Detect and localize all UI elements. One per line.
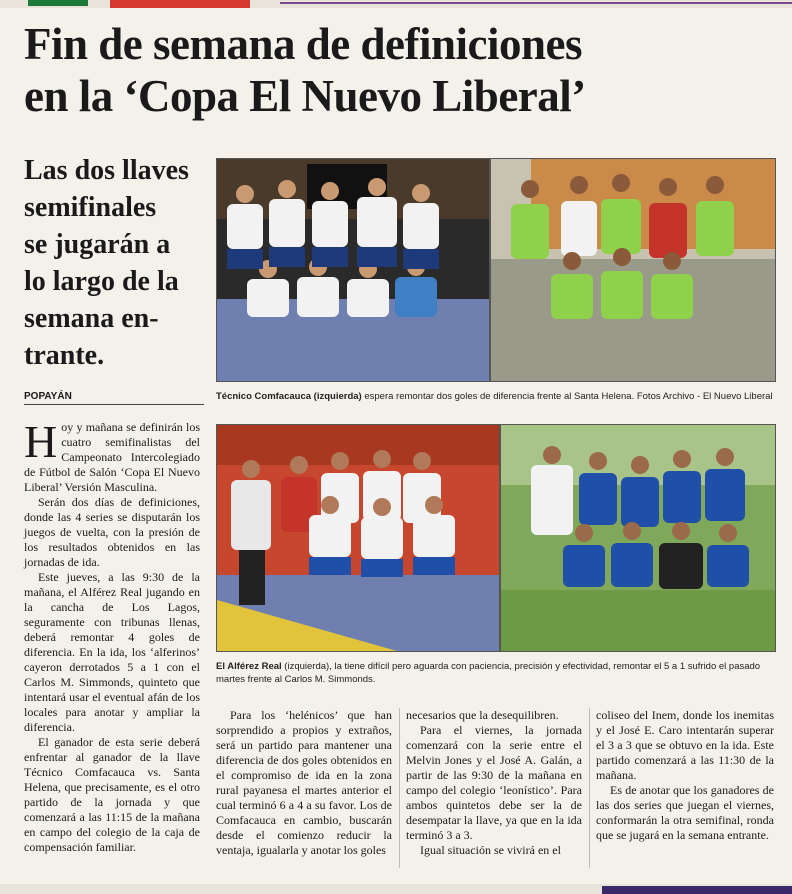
photo-comfacauca-team [216, 158, 490, 382]
caption-text: (izquierda), la tiene difícil pero aguarda con paciencia, precisión y efectividad, remontar el 5 a 1 sufrido el pasado martes frente al Carlos M. Simmonds. [216, 661, 761, 685]
team-photo-illustration [217, 425, 499, 651]
subhead-line: lo largo de la [24, 266, 179, 297]
subhead-line: Las dos llaves [24, 155, 189, 186]
caption-text: espera remontar dos goles de diferencia frente al Santa Helena. Fotos Archivo - El Nuevo Liberal [361, 391, 773, 402]
subhead-line: se jugarán a [24, 229, 171, 260]
bottom-color-bar [0, 884, 792, 894]
photo-santa-helena-team [490, 158, 776, 382]
paragraph: Para el viernes, la jornada comenzará con la serie entre el Melvin Jones y el José A. Galán, a partir de las 9:30 de la mañana en campo del colegio ‘leonístico’. Para ambos quintetos debe ser la de desempatar la llave, ya que en la ida terminó 3 a 3. [406, 723, 582, 842]
subhead [24, 152, 209, 374]
caption-bold: El Alférez Real [216, 661, 282, 672]
top-color-bar [0, 0, 792, 8]
paragraph: Serán dos días de definiciones, donde las 4 series se disputarán los juegos de vuelta, con la presión de los resultados obtenidos en las jornadas de ida. [24, 495, 200, 569]
subhead-line: trante. [24, 340, 105, 371]
paragraph: coliseo del Inem, donde los inemitas y el José E. Caro intentarán superar el 3 a 3 que se obtuvo en la ida. Este partido comenzará a las 11:30 de la mañana. [596, 708, 774, 782]
article-column-4 [596, 708, 774, 843]
caption-bold: Técnico Comfacauca (izquierda) [216, 391, 362, 402]
team-photo-illustration [491, 159, 775, 381]
column-divider [399, 708, 400, 868]
column-divider [589, 708, 590, 868]
article-column-3 [406, 708, 582, 858]
headline-line-2: en la ‘Copa El Nuevo Liberal’ [24, 71, 586, 121]
paragraph: Este jueves, a las 9:30 de la mañana, el Alférez Real jugando en la cancha de Los Lagos, seguramente con tribunas llenas, deberá remontar 4 goles de diferencia. En la ida, los ‘alferinos’ cayeron derrotados 5 a 1 con el Carlos M. Simmonds, quinteto que intentará usar el eventual afán de los locales para anotar y ampliar la diferencia. [24, 570, 200, 734]
paragraph: necesarios que la desequilibren. [406, 708, 559, 722]
headline [24, 18, 744, 122]
photo-alferez-real-team [216, 424, 500, 652]
paragraph: Hoy y mañana se definirán los cuatro semifinalistas del Campeonato Intercolegiado de Fútbol de Salón ‘Copa El Nuevo Liberal’ Versión Masculina. [24, 416, 200, 494]
dateline-rule [24, 404, 204, 405]
article-column-2 [216, 708, 392, 858]
team-photo-illustration [501, 425, 775, 651]
subhead-line: semifinales [24, 192, 157, 223]
photo-caption-top [216, 390, 776, 403]
paragraph: Igual situación se vivirá en el [420, 843, 561, 857]
photo-caption-bottom [216, 660, 776, 686]
team-photo-illustration [217, 159, 489, 381]
headline-line-1: Fin de semana de definiciones [24, 19, 583, 69]
paragraph: Es de anotar que los ganadores de las dos series que juegan el viernes, conformarán la otra semifinal, ronda que se jugará en la semana entrante. [596, 783, 774, 842]
paragraph: El ganador de esta serie deberá enfrentar al ganador de la llave Técnico Comfacauca vs. Santa Helena, que precisamente, es el otro partido de la jornada y que comenzará a las 11:15 de la mañana en campo del colegio de la caja de compensación familiar. [24, 735, 200, 854]
dateline: POPAYÁN [24, 391, 72, 402]
drop-cap: H [24, 416, 58, 467]
article-column-1 [24, 416, 200, 855]
paragraph: Para los ‘helénicos’ que han sorprendido a propios y extraños, será un partido para mantener una diferencia de dos goles obtenidos en el compromiso de ida en la zona rural payanesa el martes anterior el cual terminó 6 a 4 a su favor. Los de Comfacauca en cambio, buscarán desde el comienzo reducir la ventaja, igualarla y anotar los goles [216, 708, 392, 857]
subhead-line: semana en- [24, 303, 159, 334]
photo-carlos-simmonds-team [500, 424, 776, 652]
